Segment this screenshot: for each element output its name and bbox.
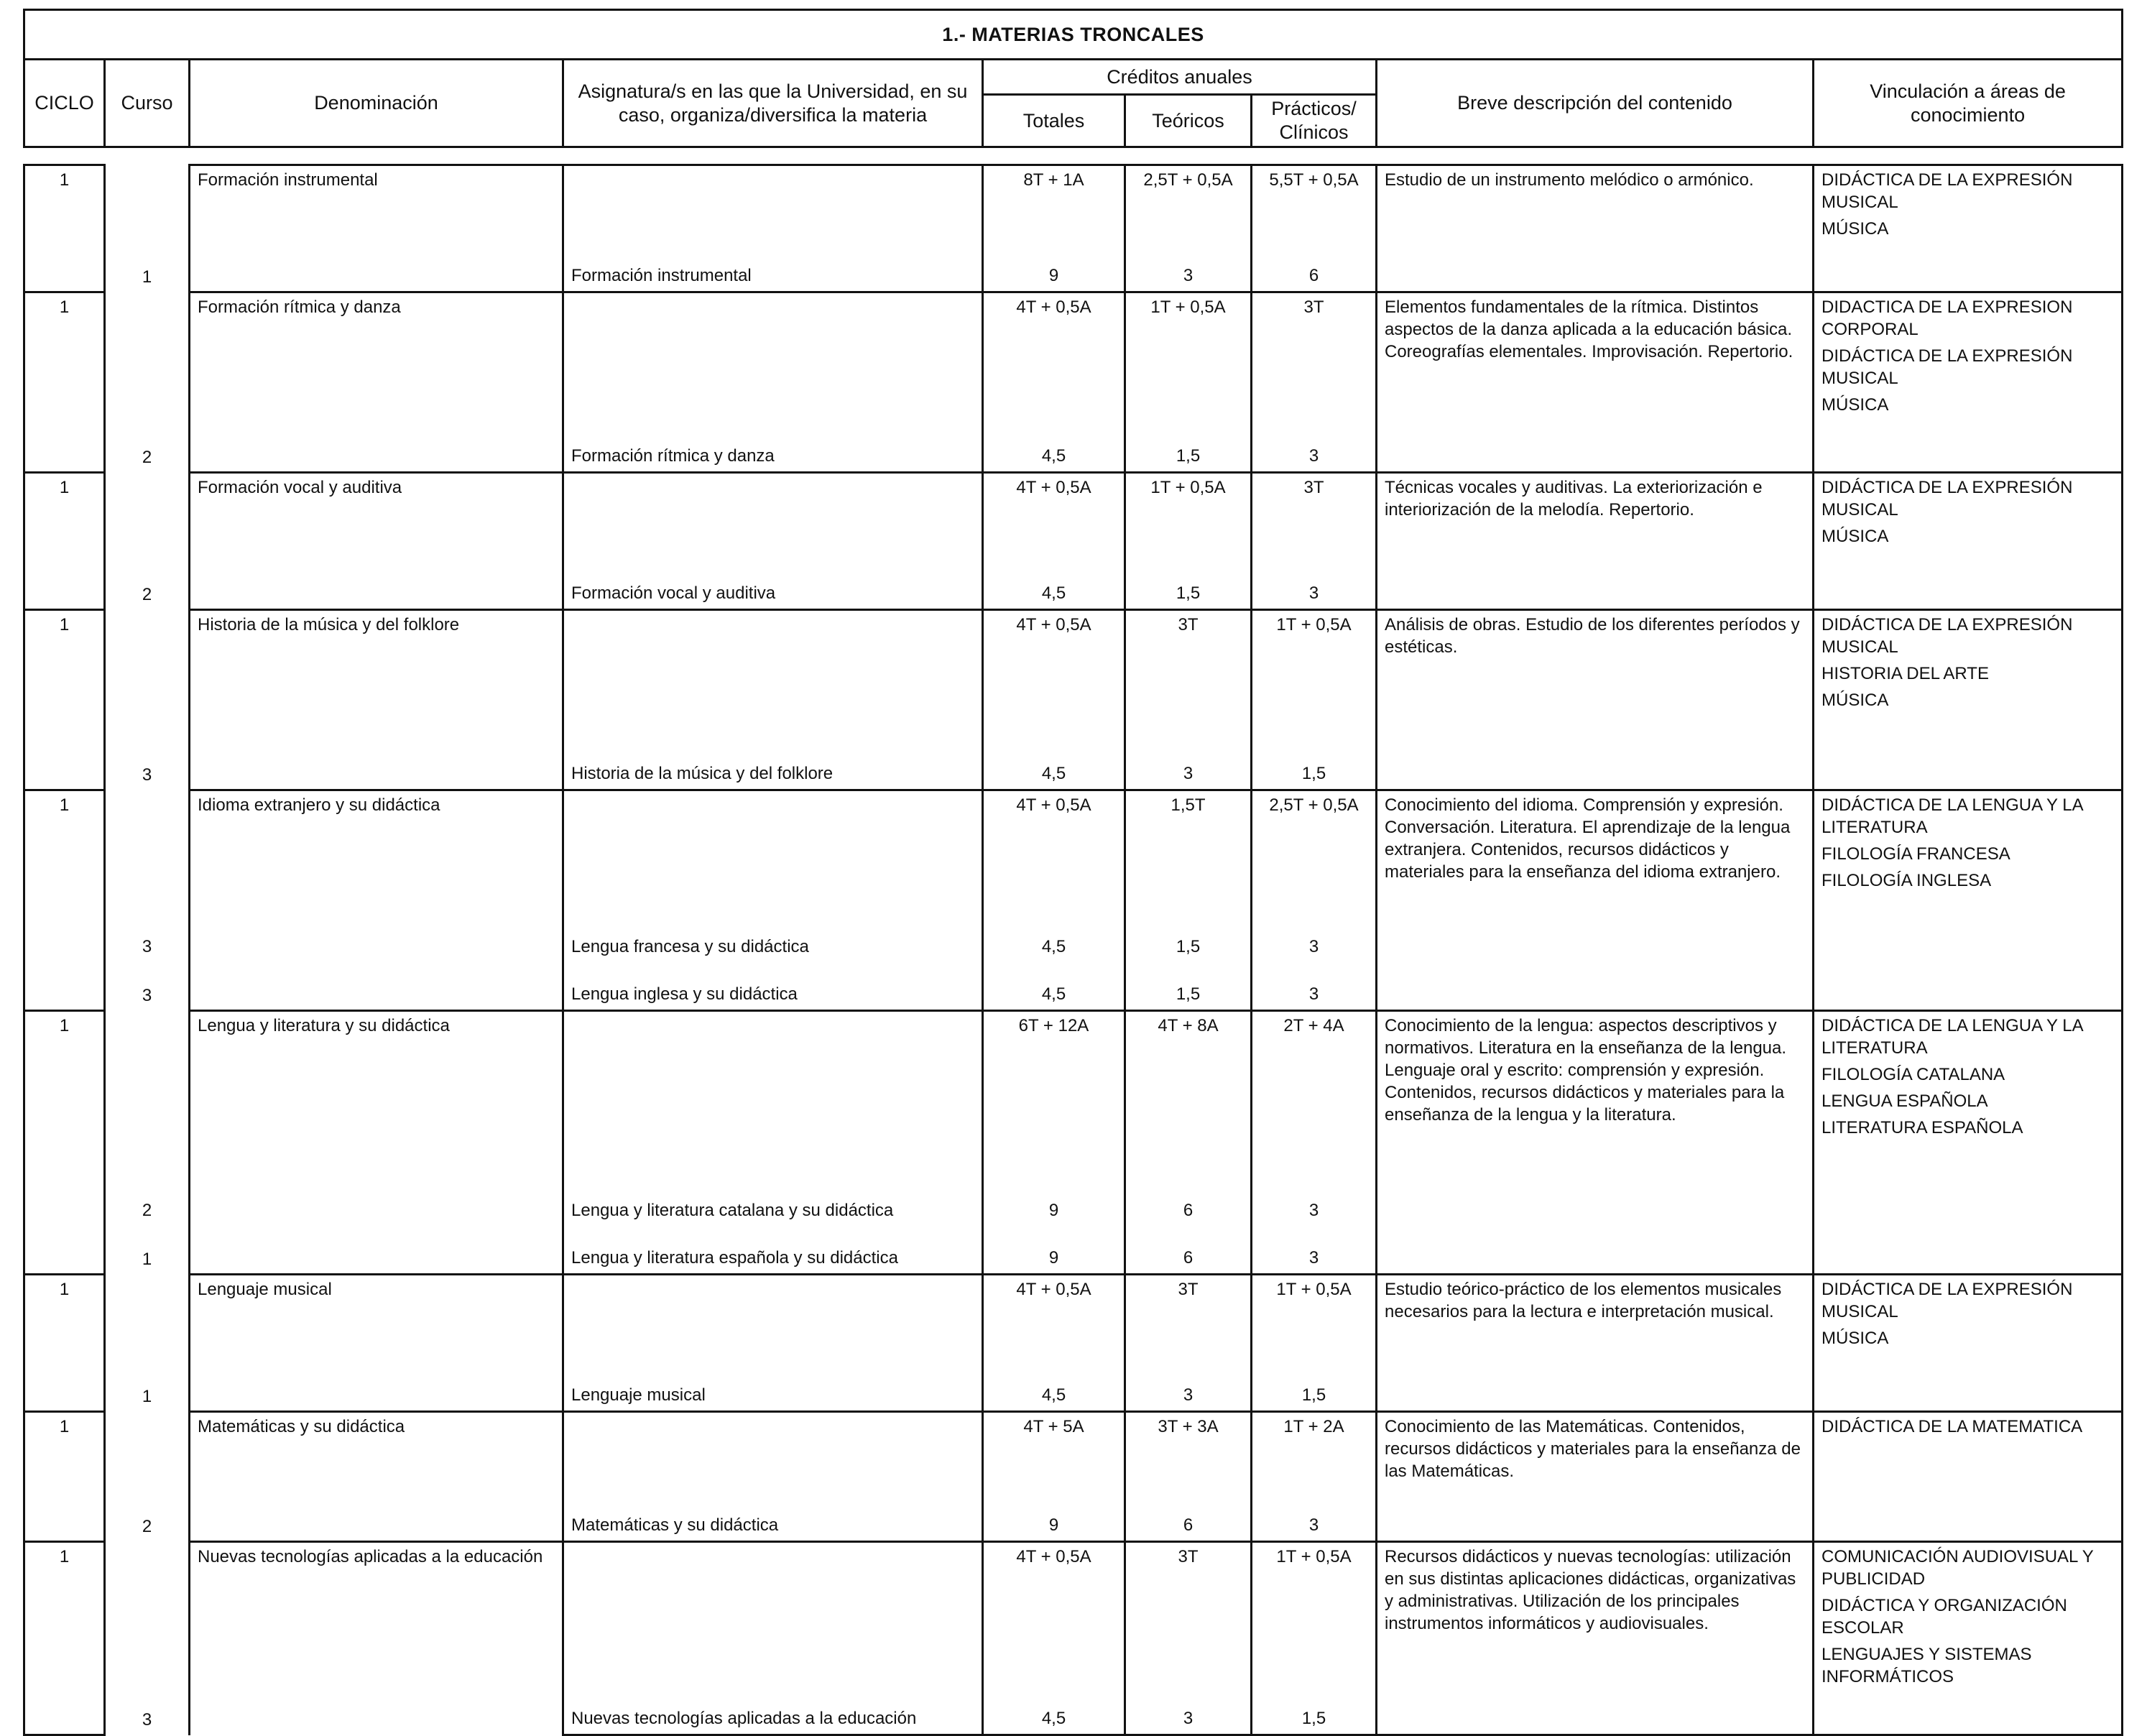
denominacion-cell: Matemáticas y su didáctica xyxy=(190,1412,563,1542)
asignatura-cell-empty xyxy=(563,790,983,915)
asignatura-cell-empty xyxy=(563,165,983,244)
practicos-cell: 1T + 0,5A xyxy=(1252,610,1377,742)
areas-cell xyxy=(1814,790,2123,1011)
area-item: LENGUAJES Y SISTEMAS INFORMÁTICOS xyxy=(1822,1645,2032,1686)
totales-cell: 4T + 5A xyxy=(983,1412,1125,1494)
descripcion-cell: Análisis de obras. Estudio de los diferentes períodos y estéticas. xyxy=(1377,610,1814,790)
practicos-cell: 2T + 4A xyxy=(1252,1011,1377,1179)
asignatura-practicos-cell: 1,5 xyxy=(1252,1686,1377,1735)
curso-cell-empty xyxy=(105,1412,190,1494)
ciclo-cell: 1 xyxy=(24,473,105,610)
practicos-cell: 5,5T + 0,5A xyxy=(1252,165,1377,244)
area-item: DIDÁCTICA DE LA EXPRESIÓN MUSICAL xyxy=(1822,478,2073,520)
totales-cell: 4T + 0,5A xyxy=(983,1275,1125,1364)
curso-cell: 2 xyxy=(105,424,190,473)
asignatura-name-cell: Historia de la música y del folklore xyxy=(563,742,983,790)
asignatura-name-cell: Nuevas tecnologías aplicadas a la educación xyxy=(563,1686,983,1735)
practicos-cell: 3T xyxy=(1252,292,1377,425)
descripcion-cell: Conocimiento de las Matemáticas. Contenidos, recursos didácticos y materiales para la enseñanza de las Matemáticas. xyxy=(1377,1412,1814,1542)
curso-cell-empty xyxy=(105,165,190,244)
header-totales: Totales xyxy=(983,95,1125,147)
curso-cell-empty xyxy=(105,1275,190,1364)
area-item: MÚSICA xyxy=(1822,219,1889,239)
descripcion-cell: Recursos didácticos y nuevas tecnologías: utilización en sus distintas aplicaciones didácticas, organizativas y administrativas. Utilización de los principales instrumentos informáticos y audiovisuales. xyxy=(1377,1542,1814,1735)
area-item: DIDÁCTICA DE LA MATEMATICA xyxy=(1822,1417,2083,1436)
asignatura-teoricos-cell: 3 xyxy=(1125,1686,1252,1735)
asignatura-name-cell: Formación instrumental xyxy=(563,244,983,292)
materia-row xyxy=(24,473,2123,562)
asignatura-totales-cell: 4,5 xyxy=(983,962,1125,1011)
asignatura-name-cell: Lengua y literatura catalana y su didáctica xyxy=(563,1178,983,1226)
curso-cell: 3 xyxy=(105,915,190,962)
curso-cell-empty xyxy=(105,1011,190,1179)
asignatura-name-cell: Lengua inglesa y su didáctica xyxy=(563,962,983,1011)
asignatura-practicos-cell: 6 xyxy=(1252,244,1377,292)
curso-cell: 1 xyxy=(105,1363,190,1412)
asignatura-practicos-cell: 3 xyxy=(1252,424,1377,473)
asignatura-teoricos-cell: 1,5 xyxy=(1125,424,1252,473)
asignatura-teoricos-cell: 6 xyxy=(1125,1493,1252,1542)
curso-cell: 2 xyxy=(105,1178,190,1226)
denominacion-cell: Formación rítmica y danza xyxy=(190,292,563,473)
asignatura-name-cell: Formación rítmica y danza xyxy=(563,424,983,473)
asignatura-totales-cell: 4,5 xyxy=(983,424,1125,473)
curso-cell: 3 xyxy=(105,1686,190,1735)
area-item: DIDÁCTICA DE LA EXPRESIÓN MUSICAL xyxy=(1822,346,2073,388)
ciclo-cell: 1 xyxy=(24,292,105,473)
totales-cell: 4T + 0,5A xyxy=(983,1542,1125,1687)
area-item: LITERATURA ESPAÑOLA xyxy=(1822,1118,2023,1137)
asignatura-cell-empty xyxy=(563,610,983,742)
asignatura-teoricos-cell: 3 xyxy=(1125,742,1252,790)
asignatura-teoricos-cell: 3 xyxy=(1125,1363,1252,1412)
asignatura-totales-cell: 9 xyxy=(983,244,1125,292)
descripcion-cell: Técnicas vocales y auditivas. La exteriorización e interiorización de la melodía. Repertorio. xyxy=(1377,473,1814,610)
materia-row xyxy=(24,1275,2123,1364)
teoricos-cell: 3T + 3A xyxy=(1125,1412,1252,1494)
asignatura-name-cell: Matemáticas y su didáctica xyxy=(563,1493,983,1542)
header-curso: Curso xyxy=(105,60,190,147)
header-descripcion: Breve descripción del contenido xyxy=(1377,60,1814,147)
materia-row xyxy=(24,1412,2123,1494)
teoricos-cell: 3T xyxy=(1125,1275,1252,1364)
curso-cell: 3 xyxy=(105,742,190,790)
areas-cell xyxy=(1814,1542,2123,1735)
header-teoricos: Teóricos xyxy=(1125,95,1252,147)
header-asignaturas: Asignatura/s en las que la Universidad, en su caso, organiza/diversifica la materia xyxy=(563,60,983,147)
asignatura-name-cell: Lengua francesa y su didáctica xyxy=(563,915,983,962)
asignatura-name-cell: Formación vocal y auditiva xyxy=(563,561,983,610)
area-item: COMUNICACIÓN AUDIOVISUAL Y PUBLICIDAD xyxy=(1822,1547,2094,1589)
asignatura-practicos-cell: 3 xyxy=(1252,1493,1377,1542)
denominacion-cell: Lengua y literatura y su didáctica xyxy=(190,1011,563,1275)
totales-cell: 4T + 0,5A xyxy=(983,292,1125,425)
ciclo-cell: 1 xyxy=(24,790,105,1011)
curso-cell-empty xyxy=(105,292,190,425)
ciclo-cell: 1 xyxy=(24,1275,105,1412)
teoricos-cell: 4T + 8A xyxy=(1125,1011,1252,1179)
curso-cell: 1 xyxy=(105,1226,190,1275)
curso-cell: 2 xyxy=(105,561,190,610)
teoricos-cell: 3T xyxy=(1125,610,1252,742)
areas-cell xyxy=(1814,165,2123,292)
area-item: LENGUA ESPAÑOLA xyxy=(1822,1091,1988,1111)
descripcion-cell: Estudio teórico-práctico de los elementos musicales necesarios para la lectura e interpretación musical. xyxy=(1377,1275,1814,1412)
asignatura-name-cell: Lenguaje musical xyxy=(563,1363,983,1412)
descripcion-cell: Conocimiento del idioma. Comprensión y expresión. Conversación. Literatura. El aprendizaje de la lengua extranjera. Contenidos, recursos didácticos y materiales para la enseñanza del idioma extranjero. xyxy=(1377,790,1814,1011)
practicos-cell: 3T xyxy=(1252,473,1377,562)
teoricos-cell: 1T + 0,5A xyxy=(1125,292,1252,425)
area-item: MÚSICA xyxy=(1822,527,1889,546)
practicos-cell: 1T + 0,5A xyxy=(1252,1275,1377,1364)
asignatura-teoricos-cell: 1,5 xyxy=(1125,962,1252,1011)
descripcion-cell: Conocimiento de la lengua: aspectos descriptivos y normativos. Literatura en la enseñanza de la lengua. Lenguaje oral y escrito: comprensión y expresión. Contenidos, recursos didácticos y materiales para la enseñanza de la lengua y la literatura. xyxy=(1377,1011,1814,1275)
materias-table xyxy=(23,164,2123,1736)
ciclo-cell: 1 xyxy=(24,1011,105,1275)
totales-cell: 8T + 1A xyxy=(983,165,1125,244)
materia-row xyxy=(24,165,2123,244)
materia-row xyxy=(24,1011,2123,1179)
teoricos-cell: 1T + 0,5A xyxy=(1125,473,1252,562)
teoricos-cell: 3T xyxy=(1125,1542,1252,1687)
asignatura-cell-empty xyxy=(563,473,983,562)
asignatura-cell-empty xyxy=(563,292,983,425)
teoricos-cell: 2,5T + 0,5A xyxy=(1125,165,1252,244)
curso-cell: 3 xyxy=(105,962,190,1011)
area-item: DIDÁCTICA DE LA LENGUA Y LA LITERATURA xyxy=(1822,1016,2083,1058)
denominacion-cell: Idioma extranjero y su didáctica xyxy=(190,790,563,1011)
asignatura-practicos-cell: 1,5 xyxy=(1252,742,1377,790)
area-item: DIDÁCTICA DE LA EXPRESIÓN MUSICAL xyxy=(1822,1280,2073,1321)
curso-cell-empty xyxy=(105,1542,190,1687)
header-table xyxy=(23,9,2123,148)
totales-cell: 4T + 0,5A xyxy=(983,473,1125,562)
document-page xyxy=(23,9,2121,1736)
materia-row xyxy=(24,1542,2123,1687)
asignatura-teoricos-cell: 6 xyxy=(1125,1226,1252,1275)
header-denominacion: Denominación xyxy=(190,60,563,147)
area-item: MÚSICA xyxy=(1822,691,1889,710)
materia-row xyxy=(24,790,2123,915)
denominacion-cell: Formación vocal y auditiva xyxy=(190,473,563,610)
totales-cell: 4T + 0,5A xyxy=(983,790,1125,915)
areas-cell xyxy=(1814,610,2123,790)
descripcion-cell: Elementos fundamentales de la rítmica. Distintos aspectos de la danza aplicada a la educación básica. Coreografías elementales. Improvisación. Repertorio. xyxy=(1377,292,1814,473)
header-ciclo: CICLO xyxy=(24,60,105,147)
asignatura-practicos-cell: 3 xyxy=(1252,915,1377,962)
asignatura-cell-empty xyxy=(563,1542,983,1687)
area-item: FILOLOGÍA FRANCESA xyxy=(1822,844,2010,864)
practicos-cell: 1T + 0,5A xyxy=(1252,1542,1377,1687)
asignatura-totales-cell: 9 xyxy=(983,1178,1125,1226)
area-item: DIDÁCTICA DE LA EXPRESIÓN MUSICAL xyxy=(1822,615,2073,657)
areas-cell xyxy=(1814,1011,2123,1275)
ciclo-cell: 1 xyxy=(24,165,105,292)
areas-cell xyxy=(1814,292,2123,473)
denominacion-cell: Formación instrumental xyxy=(190,165,563,292)
practicos-cell: 2,5T + 0,5A xyxy=(1252,790,1377,915)
header-practicos: Prácticos/ Clínicos xyxy=(1252,95,1377,147)
curso-cell-empty xyxy=(105,610,190,742)
asignatura-totales-cell: 9 xyxy=(983,1226,1125,1275)
denominacion-cell: Lenguaje musical xyxy=(190,1275,563,1412)
areas-cell xyxy=(1814,1412,2123,1542)
asignatura-teoricos-cell: 3 xyxy=(1125,244,1252,292)
area-item: DIDÁCTICA DE LA EXPRESIÓN MUSICAL xyxy=(1822,170,2073,212)
document-title: 1.- MATERIAS TRONCALES xyxy=(24,10,2123,60)
asignatura-cell-empty xyxy=(563,1011,983,1179)
asignatura-practicos-cell: 3 xyxy=(1252,1178,1377,1226)
teoricos-cell: 1,5T xyxy=(1125,790,1252,915)
ciclo-cell: 1 xyxy=(24,1412,105,1542)
practicos-cell: 1T + 2A xyxy=(1252,1412,1377,1494)
curso-cell: 2 xyxy=(105,1493,190,1542)
header-vinculacion: Vinculación a áreas de conocimiento xyxy=(1814,60,2123,147)
ciclo-cell: 1 xyxy=(24,1542,105,1735)
asignatura-practicos-cell: 3 xyxy=(1252,561,1377,610)
area-item: DIDÁCTICA Y ORGANIZACIÓN ESCOLAR xyxy=(1822,1596,2067,1638)
asignatura-cell-empty xyxy=(563,1412,983,1494)
asignatura-practicos-cell: 1,5 xyxy=(1252,1363,1377,1412)
area-item: MÚSICA xyxy=(1822,395,1889,415)
area-item: FILOLOGÍA CATALANA xyxy=(1822,1065,2005,1084)
asignatura-practicos-cell: 3 xyxy=(1252,962,1377,1011)
asignatura-cell-empty xyxy=(563,1275,983,1364)
materia-row xyxy=(24,610,2123,742)
denominacion-cell: Historia de la música y del folklore xyxy=(190,610,563,790)
curso-cell-empty xyxy=(105,790,190,915)
asignatura-teoricos-cell: 1,5 xyxy=(1125,561,1252,610)
asignatura-name-cell: Lengua y literatura española y su didáctica xyxy=(563,1226,983,1275)
header-creditos: Créditos anuales xyxy=(983,60,1377,95)
curso-cell-empty xyxy=(105,473,190,562)
areas-cell xyxy=(1814,473,2123,610)
area-item: DIDACTICA DE LA EXPRESION CORPORAL xyxy=(1822,297,2073,339)
asignatura-totales-cell: 9 xyxy=(983,1493,1125,1542)
asignatura-totales-cell: 4,5 xyxy=(983,1363,1125,1412)
area-item: FILOLOGÍA INGLESA xyxy=(1822,871,1992,890)
totales-cell: 6T + 12A xyxy=(983,1011,1125,1179)
totales-cell: 4T + 0,5A xyxy=(983,610,1125,742)
asignatura-totales-cell: 4,5 xyxy=(983,1686,1125,1735)
asignatura-totales-cell: 4,5 xyxy=(983,742,1125,790)
areas-cell xyxy=(1814,1275,2123,1412)
denominacion-cell: Nuevas tecnologías aplicadas a la educación xyxy=(190,1542,563,1735)
materia-row xyxy=(24,292,2123,425)
asignatura-teoricos-cell: 1,5 xyxy=(1125,915,1252,962)
ciclo-cell: 1 xyxy=(24,610,105,790)
area-item: MÚSICA xyxy=(1822,1329,1889,1348)
asignatura-teoricos-cell: 6 xyxy=(1125,1178,1252,1226)
asignatura-totales-cell: 4,5 xyxy=(983,561,1125,610)
area-item: DIDÁCTICA DE LA LENGUA Y LA LITERATURA xyxy=(1822,795,2083,837)
descripcion-cell: Estudio de un instrumento melódico o armónico. xyxy=(1377,165,1814,292)
curso-cell: 1 xyxy=(105,244,190,292)
asignatura-totales-cell: 4,5 xyxy=(983,915,1125,962)
asignatura-practicos-cell: 3 xyxy=(1252,1226,1377,1275)
area-item: HISTORIA DEL ARTE xyxy=(1822,664,1989,683)
